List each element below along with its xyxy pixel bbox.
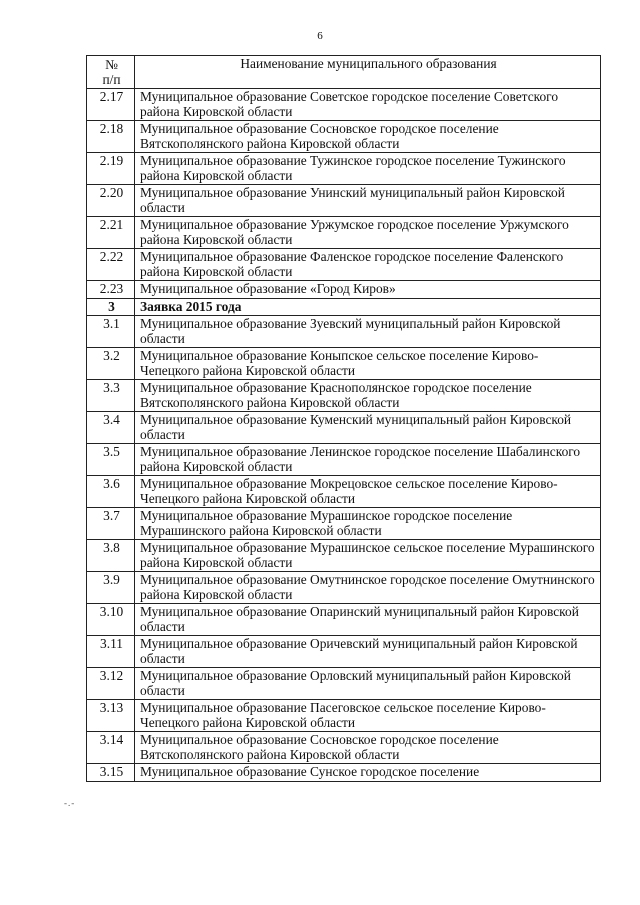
table-row	[87, 121, 601, 153]
table-row	[87, 380, 601, 412]
header-name-label: Наименование муниципального образования	[240, 56, 497, 71]
row-municipality-name: Муниципальное образование Уржумское городское поселение Уржумского района Кировской области	[135, 217, 601, 249]
header-number-label: № п/п	[102, 57, 121, 87]
row-municipality-name: Муниципальное образование Зуевский муниципальный район Кировской области	[135, 316, 601, 348]
table-row	[87, 185, 601, 217]
row-municipality-name: Муниципальное образование Фаленское городское поселение Фаленского района Кировской области	[135, 249, 601, 281]
row-number: 2.22	[87, 249, 135, 281]
table-row	[87, 249, 601, 281]
row-number: 3.10	[87, 604, 135, 636]
row-municipality-name: Муниципальное образование Мурашинское городское поселение Мурашинского района Кировской области	[135, 508, 601, 540]
table-row	[87, 217, 601, 249]
municipal-list-table	[86, 55, 601, 782]
row-municipality-name: Муниципальное образование Сунское городское поселение	[135, 764, 601, 782]
table-body	[87, 89, 601, 782]
table-row	[87, 508, 601, 540]
row-municipality-name: Муниципальное образование Мокрецовское сельское поселение Кирово-Чепецкого района Кировской области	[135, 476, 601, 508]
row-municipality-name: Заявка 2015 года	[135, 298, 601, 316]
table-row	[87, 476, 601, 508]
margin-mark: -.-	[64, 798, 76, 808]
row-number: 3.12	[87, 668, 135, 700]
row-municipality-name: Муниципальное образование Сосновское городское поселение Вятскополянского района Кировской области	[135, 732, 601, 764]
row-number: 2.23	[87, 281, 135, 299]
table-row	[87, 540, 601, 572]
header-name-column	[135, 56, 601, 89]
table-row	[87, 89, 601, 121]
row-number: 3.14	[87, 732, 135, 764]
table-section-row	[87, 298, 601, 316]
row-number: 3.6	[87, 476, 135, 508]
row-number: 3.3	[87, 380, 135, 412]
table-row	[87, 700, 601, 732]
row-municipality-name: Муниципальное образование Мурашинское сельское поселение Мурашинского района Кировской области	[135, 540, 601, 572]
row-number: 3	[87, 298, 135, 316]
row-number: 3.15	[87, 764, 135, 782]
row-number: 2.20	[87, 185, 135, 217]
table-row	[87, 732, 601, 764]
row-municipality-name: Муниципальное образование Орловский муниципальный район Кировской области	[135, 668, 601, 700]
row-number: 2.17	[87, 89, 135, 121]
row-municipality-name: Муниципальное образование Сосновское городское поселение Вятскополянского района Кировской области	[135, 121, 601, 153]
table-row	[87, 316, 601, 348]
row-municipality-name: Муниципальное образование Оричевский муниципальный район Кировской области	[135, 636, 601, 668]
table-row	[87, 444, 601, 476]
table-row	[87, 636, 601, 668]
row-number: 3.1	[87, 316, 135, 348]
table-row	[87, 572, 601, 604]
row-number: 3.13	[87, 700, 135, 732]
row-number: 3.2	[87, 348, 135, 380]
row-number: 3.7	[87, 508, 135, 540]
table-row	[87, 764, 601, 782]
row-municipality-name: Муниципальное образование Куменский муниципальный район Кировской области	[135, 412, 601, 444]
table-row	[87, 153, 601, 185]
row-municipality-name: Муниципальное образование Краснополянское городское поселение Вятскополянского района Кировской области	[135, 380, 601, 412]
row-number: 3.11	[87, 636, 135, 668]
row-municipality-name: Муниципальное образование Ленинское городское поселение Шабалинского района Кировской области	[135, 444, 601, 476]
row-municipality-name: Муниципальное образование Опаринский муниципальный район Кировской области	[135, 604, 601, 636]
row-number: 2.19	[87, 153, 135, 185]
row-municipality-name: Муниципальное образование Тужинское городское поселение Тужинского района Кировской области	[135, 153, 601, 185]
row-municipality-name: Муниципальное образование Пасеговское сельское поселение Кирово-Чепецкого района Кировской области	[135, 700, 601, 732]
row-number: 3.4	[87, 412, 135, 444]
row-municipality-name: Муниципальное образование Унинский муниципальный район Кировской области	[135, 185, 601, 217]
table-row	[87, 412, 601, 444]
row-municipality-name: Муниципальное образование Советское городское поселение Советского района Кировской области	[135, 89, 601, 121]
row-municipality-name: Муниципальное образование Омутнинское городское поселение Омутнинского района Кировской области	[135, 572, 601, 604]
row-municipality-name: Муниципальное образование «Город Киров»	[135, 281, 601, 299]
table-row	[87, 281, 601, 299]
row-number: 3.5	[87, 444, 135, 476]
page-number: 6	[317, 30, 323, 42]
row-number: 2.21	[87, 217, 135, 249]
row-number: 2.18	[87, 121, 135, 153]
table-row	[87, 668, 601, 700]
table-row	[87, 604, 601, 636]
row-number: 3.8	[87, 540, 135, 572]
table-row	[87, 348, 601, 380]
row-municipality-name: Муниципальное образование Коныпское сельское поселение Кирово-Чепецкого района Кировской области	[135, 348, 601, 380]
row-number: 3.9	[87, 572, 135, 604]
header-number-column	[87, 56, 135, 89]
table-header-row	[87, 56, 601, 89]
